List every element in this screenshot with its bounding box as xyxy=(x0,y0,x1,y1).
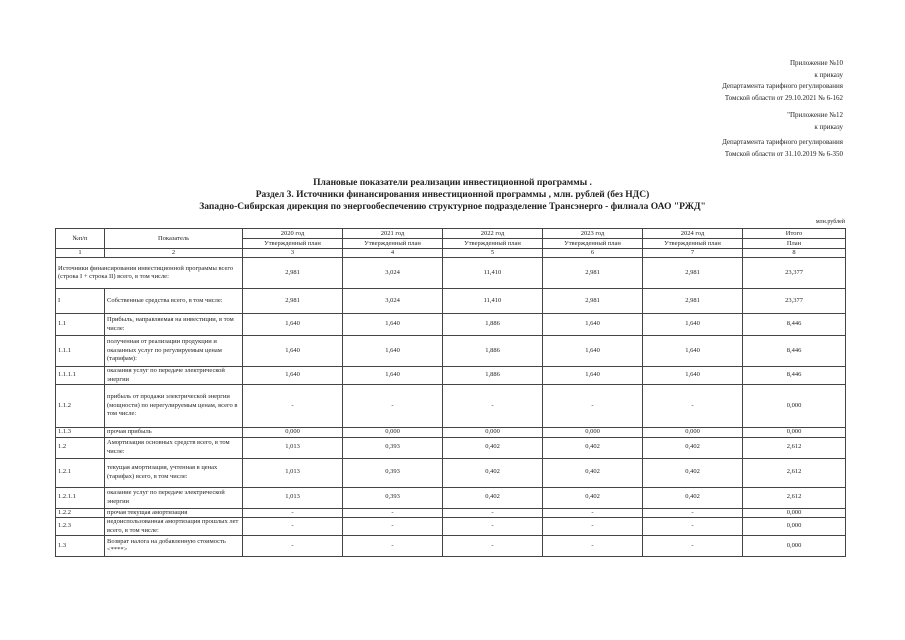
header-plan: Утвержденный план xyxy=(243,239,343,249)
financing-table xyxy=(55,228,846,557)
row-value: 1,640 xyxy=(343,314,443,336)
row-num: 1.1.3 xyxy=(56,428,105,438)
row-value: - xyxy=(343,518,443,536)
row-num: 1.2.3 xyxy=(56,518,105,536)
header-year: 2024 год xyxy=(643,229,743,239)
document-title xyxy=(0,177,905,213)
row-value: 1,013 xyxy=(243,458,343,487)
row-indicator: оказания услуг по передаче электрической энергии xyxy=(105,367,243,385)
appendix-note-line: к приказу xyxy=(814,122,843,131)
row-value: 0,393 xyxy=(343,487,443,508)
header-plan-total: План xyxy=(743,239,846,249)
row-indicator: оказание услуг по передаче электрической энергии xyxy=(105,487,243,508)
unit-label: млн.рублей xyxy=(815,219,845,225)
table-index-row xyxy=(56,249,846,258)
row-indicator: прибыль от продажи электрической энергии (мощности) по нерегулируемым ценам, всего в том числе: xyxy=(105,385,243,428)
header-year: 2021 год xyxy=(343,229,443,239)
table-row xyxy=(56,314,846,336)
appendix-note-line: "Приложение №12 xyxy=(787,111,843,119)
table-row xyxy=(56,536,846,557)
appendix-note-line: к приказу xyxy=(814,70,843,79)
row-num: 1.2.2 xyxy=(56,508,105,518)
row-value: - xyxy=(543,508,643,518)
row-value: 2,981 xyxy=(543,258,643,289)
table-header-years xyxy=(56,229,846,239)
appendix-note-line: Томской области от 29.10.2021 № 6-162 xyxy=(724,93,843,102)
row-value: 1,886 xyxy=(443,336,543,367)
row-total: 23,377 xyxy=(743,258,846,289)
table-row xyxy=(56,518,846,536)
row-indicator: Амортизация основных средств всего, в том числе: xyxy=(105,437,243,458)
table-row xyxy=(56,487,846,508)
row-total: 2,612 xyxy=(743,458,846,487)
row-indicator: текущая амортизация, учтенная в ценах (тарифах) всего, в том числе: xyxy=(105,458,243,487)
header-total: Итого xyxy=(743,229,846,239)
row-indicator: полученная от реализации продукции и оказанных услуг по регулируемым ценам (тарифам): xyxy=(105,336,243,367)
row-value: - xyxy=(343,508,443,518)
row-value: 0,402 xyxy=(643,487,743,508)
row-value: 2,981 xyxy=(643,289,743,314)
row-value: 1,640 xyxy=(543,336,643,367)
header-year: 2022 год xyxy=(443,229,543,239)
table-body xyxy=(56,229,846,557)
row-value: 0,393 xyxy=(343,458,443,487)
row-value: 0,402 xyxy=(643,437,743,458)
row-value: - xyxy=(643,508,743,518)
row-value: 11,410 xyxy=(443,258,543,289)
row-num: 1.3 xyxy=(56,536,105,557)
row-value: 1,886 xyxy=(443,314,543,336)
row-value: - xyxy=(643,385,743,428)
row-value: 0,402 xyxy=(543,437,643,458)
title-line-1: Плановые показатели реализации инвестиционной программы . xyxy=(313,178,592,188)
row-value: - xyxy=(443,518,543,536)
row-value: - xyxy=(643,536,743,557)
row-value: - xyxy=(343,536,443,557)
index-cell: 6 xyxy=(543,249,643,258)
row-value: 3,024 xyxy=(343,289,443,314)
row-value: 2,981 xyxy=(643,258,743,289)
row-value: 0,000 xyxy=(243,428,343,438)
title-line-3: Западно-Сибирская дирекция по энергообеспечению структурное подразделение Трансэнерго - филиала ОАО "РЖД" xyxy=(199,202,706,212)
row-value: - xyxy=(443,385,543,428)
row-value: 0,402 xyxy=(443,458,543,487)
row-total: 0,000 xyxy=(743,536,846,557)
row-value: 2,981 xyxy=(243,258,343,289)
row-total: 8,446 xyxy=(743,314,846,336)
header-indicator: Показатель xyxy=(105,229,243,249)
table-row xyxy=(56,428,846,438)
row-indicator: прочая прибыль xyxy=(105,428,243,438)
header-plan: Утвержденный план xyxy=(443,239,543,249)
table-row xyxy=(56,385,846,428)
index-cell: 2 xyxy=(105,249,243,258)
row-num: 1.2.1.1 xyxy=(56,487,105,508)
appendix-note-line: Департамента тарифного регулирования xyxy=(722,138,843,146)
index-cell: 4 xyxy=(343,249,443,258)
row-num: 1.2.1 xyxy=(56,458,105,487)
row-value: - xyxy=(443,508,543,518)
title-line-2: Раздел 3. Источники финансирования инвестиционной программы , млн. рублей (без НДС) xyxy=(255,190,650,200)
row-value: 1,640 xyxy=(543,314,643,336)
row-value: 1,013 xyxy=(243,487,343,508)
row-value: 0,000 xyxy=(343,428,443,438)
row-value: - xyxy=(243,385,343,428)
index-cell: 7 xyxy=(643,249,743,258)
row-value: 0,000 xyxy=(443,428,543,438)
row-value: 11,410 xyxy=(443,289,543,314)
row-indicator: Собственные средства всего, в том числе: xyxy=(105,289,243,314)
table-row xyxy=(56,289,846,314)
header-year: 2023 год xyxy=(543,229,643,239)
row-value: 1,640 xyxy=(243,367,343,385)
appendix-note-line: Приложение №10 xyxy=(790,59,843,67)
table-row xyxy=(56,367,846,385)
row-value: - xyxy=(343,385,443,428)
appendix-note-line: Томской области от 31.10.2019 № 6-350 xyxy=(724,149,843,158)
row-value: - xyxy=(443,536,543,557)
header-plan: Утвержденный план xyxy=(643,239,743,249)
table-row xyxy=(56,258,846,289)
row-value: 3,024 xyxy=(343,258,443,289)
row-value: 1,640 xyxy=(643,367,743,385)
row-value: - xyxy=(543,385,643,428)
row-value: 1,640 xyxy=(343,336,443,367)
appendix-note-12 xyxy=(722,110,843,160)
row-value: 1,886 xyxy=(443,367,543,385)
index-cell: 5 xyxy=(443,249,543,258)
row-value: 0,402 xyxy=(543,487,643,508)
row-value: 1,640 xyxy=(543,367,643,385)
header-plan: Утвержденный план xyxy=(343,239,443,249)
row-num: 1.1.1 xyxy=(56,336,105,367)
row-value: 0,393 xyxy=(343,437,443,458)
table-row xyxy=(56,437,846,458)
row-indicator: Возврат налога на добавленную стоимость <****> xyxy=(105,536,243,557)
row-total: 8,446 xyxy=(743,336,846,367)
row-value: 0,402 xyxy=(443,437,543,458)
row-num: 1.1.2 xyxy=(56,385,105,428)
row-total: 0,000 xyxy=(743,518,846,536)
row-total: 0,000 xyxy=(743,385,846,428)
row-value: 0,402 xyxy=(543,458,643,487)
row-value: - xyxy=(243,518,343,536)
row-indicator: недоиспользованная амортизация прошлых лет всего, в том числе: xyxy=(105,518,243,536)
header-plan: Утвержденный план xyxy=(543,239,643,249)
row-value: 2,981 xyxy=(243,289,343,314)
row-num: 1.1.1.1 xyxy=(56,367,105,385)
table-row xyxy=(56,508,846,518)
row-value: 1,640 xyxy=(643,336,743,367)
table-row xyxy=(56,458,846,487)
row-value: - xyxy=(543,518,643,536)
row-value: - xyxy=(543,536,643,557)
appendix-note-10 xyxy=(722,58,843,104)
row-value: - xyxy=(643,518,743,536)
row-total: 8,446 xyxy=(743,367,846,385)
index-cell: 3 xyxy=(243,249,343,258)
row-value: 0,000 xyxy=(643,428,743,438)
row-value: 2,981 xyxy=(543,289,643,314)
row-value: 1,013 xyxy=(243,437,343,458)
row-value: 1,640 xyxy=(643,314,743,336)
row-value: 1,640 xyxy=(243,336,343,367)
row-total: 2,612 xyxy=(743,437,846,458)
row-value: - xyxy=(243,508,343,518)
row-num: 1.1 xyxy=(56,314,105,336)
row-value: 0,402 xyxy=(643,458,743,487)
row-total: 0,000 xyxy=(743,428,846,438)
row-value: - xyxy=(243,536,343,557)
row-value: 0,000 xyxy=(543,428,643,438)
row-indicator: Прибыль, направляемая на инвестиции, в том числе: xyxy=(105,314,243,336)
row-value: 1,640 xyxy=(243,314,343,336)
row-total: 0,000 xyxy=(743,508,846,518)
row-num: I xyxy=(56,289,105,314)
row-indicator: прочая текущая амортизация xyxy=(105,508,243,518)
row-value: 0,402 xyxy=(443,487,543,508)
header-year: 2020 год xyxy=(243,229,343,239)
row-value: 1,640 xyxy=(343,367,443,385)
row-total: 2,612 xyxy=(743,487,846,508)
header-num: №п/п xyxy=(56,229,105,249)
index-cell: 1 xyxy=(56,249,105,258)
row-total: 23,377 xyxy=(743,289,846,314)
index-cell: 8 xyxy=(743,249,846,258)
row-num: 1.2 xyxy=(56,437,105,458)
table-row xyxy=(56,336,846,367)
appendix-note-line: Департамента тарифного регулирования xyxy=(722,82,843,90)
row-indicator: Источники финансирования инвестиционной программы всего (строка I + строка II) всего, в том числе: xyxy=(56,258,243,289)
